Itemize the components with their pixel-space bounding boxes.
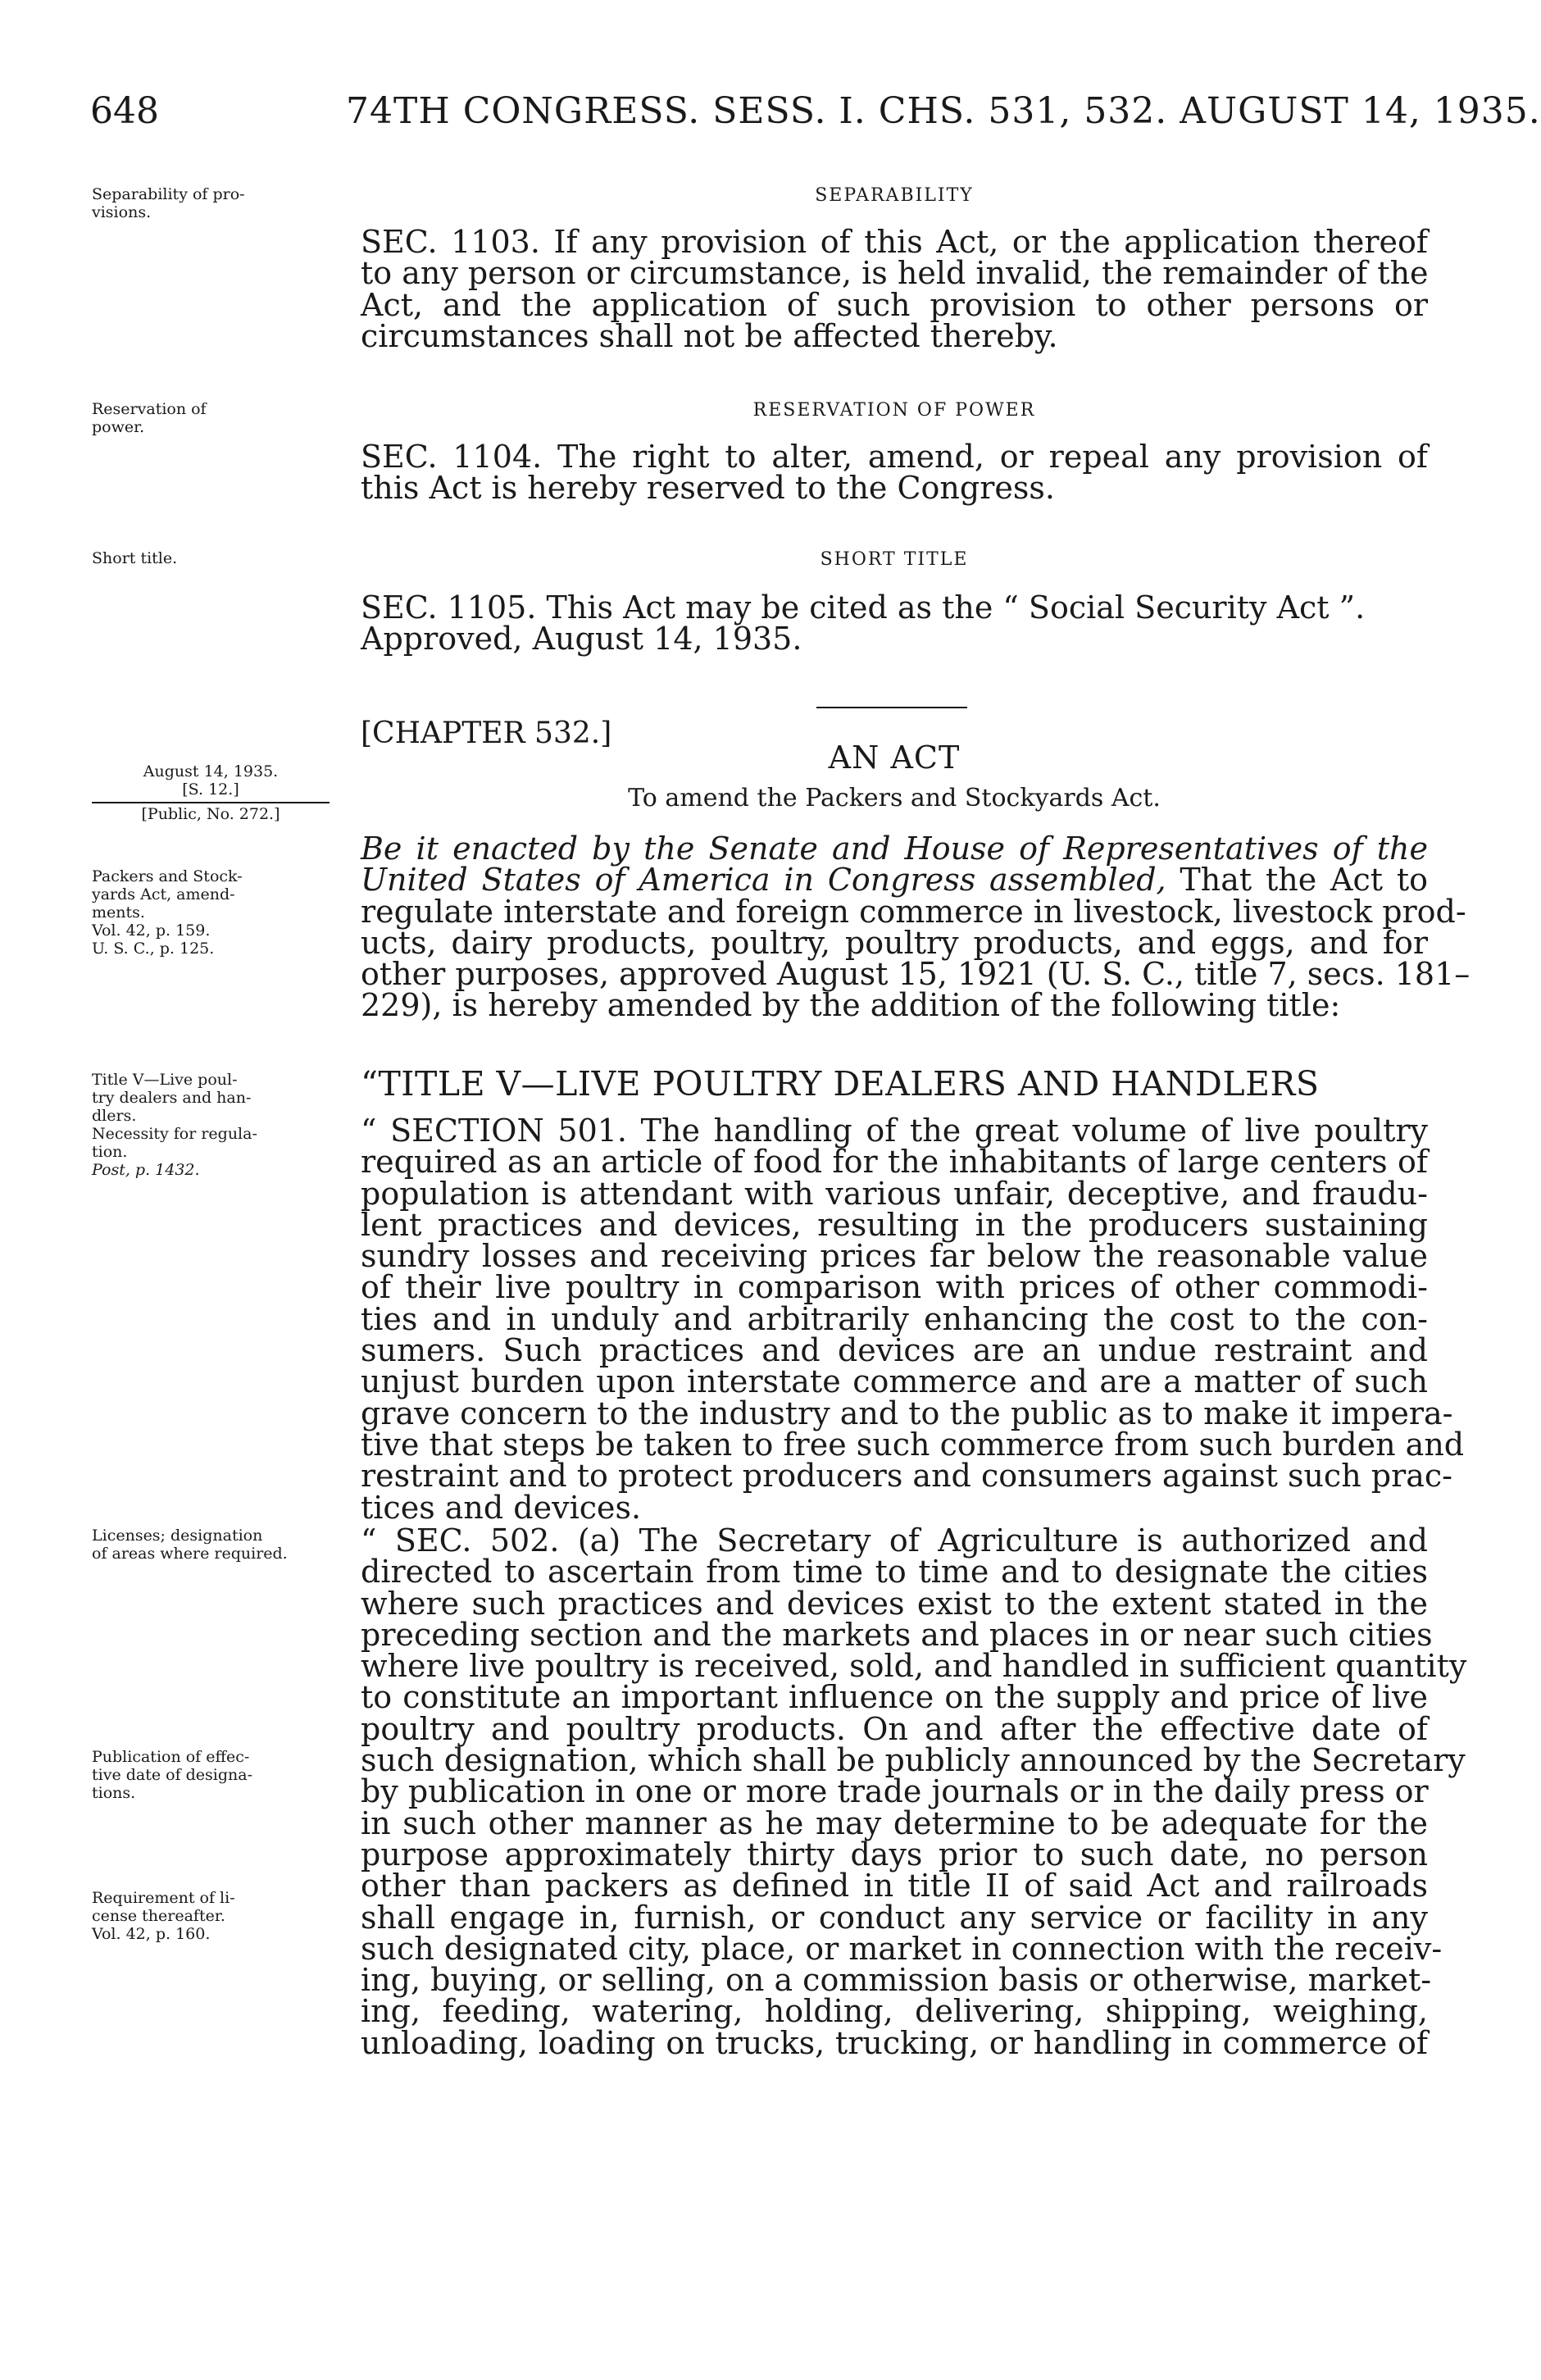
margin-note-licenses: Licenses; designation of areas where required. [92,1527,288,1563]
running-title: 74TH CONGRESS. SESS. I. CHS. 531, 532. AUGUST 14, 1935. [346,90,1541,132]
margin-note-short-title: Short title. [92,549,178,567]
section-1104: SEC. 1104. The right to alter, amend, or repeal any provision of this Act is hereby reserved to the Congress. [361,439,1428,507]
heading-reservation: RESERVATION OF POWER [752,400,1036,421]
act-subtitle: To amend the Packers and Stockyards Act. [628,784,1161,812]
section-1103: SEC. 1103. If any provision of this Act, or the application thereof to any person or circumstance, is held invalid, the remainder of the Act, and the application of such provision to other persons or circumstances shall not be affected thereby. [361,224,1429,354]
margin-note-reservation: Reservation of power. [92,400,207,436]
section-1105: SEC. 1105. This Act may be cited as the “ Social Security Act ”. Approved, August 14, 1935. [361,589,1366,658]
heading-short-title: SHORT TITLE [820,549,969,570]
enacting-line-2: United States of America in Congress assembled, That the Act to [361,862,1428,899]
running-header [90,90,1541,139]
margin-note-separability: Separability of pro- visions. [92,185,245,221]
chapter-label: [CHAPTER 532.] [361,717,612,750]
margin-note-requirement: Requirement of li- cense thereafter. Vol. 42, p. 160. [92,1889,235,1943]
section-502: “ SEC. 502. (a) The Secretary of Agriculture is authorized and directed to ascertain from time to time and to designate the cities where such practices and devices exist to the extent stated in the preceding section and the markets and places in or near such cities where live poultry is received, sold, and handled in sufficient quantity to constitute an important influence on the supply and price of live poultry and poultry products. On and after the effective date of such designation, which shall be publicly announced by the Secretary by publication in one or more trade journals or in the daily press or in such other manner as he may determine to be adequate for the purpose approximately thirty days prior to such date, no person other than packers as defined in title II of said Act and railroads shall engage in, furnish, or conduct any service or facility in any such designated city, place, or market in connection with the receiv- ing, buying, or selling, on a commission basis or otherwise, market- ing, feeding, watering, holding, delivering, shipping, weighing, unloading, loading on trucks, trucking, or handling in commerce of [361,1522,1467,2061]
title-v-heading: “TITLE V—LIVE POULTRY DEALERS AND HANDLERS [361,1064,1320,1104]
enacting-clause: Be it enacted by the Senate and House of Representatives of the United States of America in Congress assembled, That the Act to regulate interstate and foreign commerce in livestock, livestock prod- ucts, dairy products, poultry, poultry products, and eggs, and for other purposes, approved August 15, 1921 (U. S. C., title 7, secs. 181– 229), is hereby amended by the addition of the following title: [361,830,1471,1024]
an-act-heading: AN ACT [828,739,961,776]
margin-note-title-v: Title V—Live poul- try dealers and han- dlers. Necessity for regula- tion. Post, p. 1432. [92,1071,257,1179]
divider-rule [816,707,967,708]
page-number: 648 [90,90,159,132]
section-501: “ SECTION 501. The handling of the great volume of live poultry required as an article of food for the inhabitants of large centers of population is attendant with various unfair, deceptive, and fraudu- lent practices and devices, resulting in the producers sustaining sundry losses and receiving prices far below the reasonable value of their live poultry in comparison with prices of other commodi- ties and in unduly and arbitrarily enhancing the cost to the con- sumers. Such practices and devices are an undue restraint and unjust burden upon interstate commerce and are a matter of such grave concern to the industry and to the public as to make it impera- tive that steps be taken to free such commerce from such burden and restraint and to protect producers and consumers against such prac- tices and devices. [361,1113,1465,1526]
margin-note-packers: Packers and Stock- yards Act, amend- ments. Vol. 42, p. 159. U. S. C., p. 125. [92,867,243,958]
margin-note-date-block: August 14, 1935. [S. 12.] [Public, No. 272.] [92,762,330,823]
heading-separability: SEPARABILITY [815,185,974,206]
margin-note-publication: Publication of effec- tive date of designa- tions. [92,1748,253,1802]
